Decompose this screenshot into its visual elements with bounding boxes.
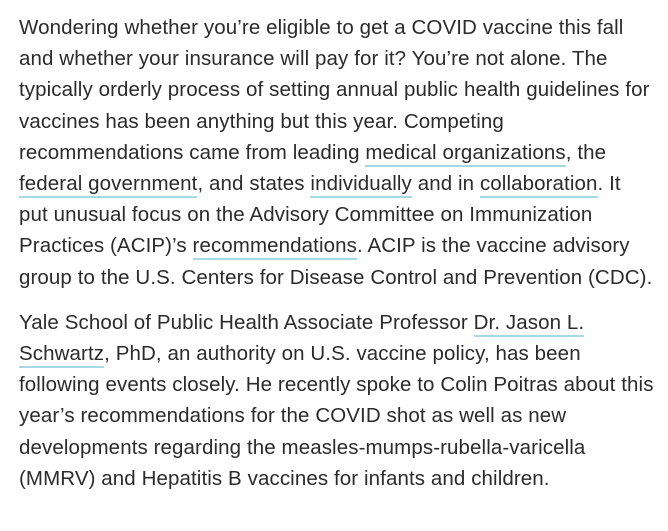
text-segment: Yale School of Public Health Associate Professor [19,310,474,334]
link-recommendations[interactable]: recommendations [193,234,357,260]
paragraph-expert [19,307,658,494]
link-jason-schwartz[interactable]: Dr. Jason L. [474,311,585,337]
text-segment: and in [411,172,480,196]
text-line: year’s recommendations for the COVID shot as well as new [19,404,567,428]
text-segment: recommendations came from leading [19,140,366,164]
link-collaboration[interactable]: collaboration [480,172,598,198]
text-segment: . It [597,172,621,196]
text-line: and whether your insurance will pay for it? You’re not alone. The [19,47,608,71]
text-segment: Practices (ACIP)’s [19,234,193,258]
text-line: developments regarding the measles-mumps-rubella-varicella [19,435,586,459]
text-line: group to the U.S. Centers for Disease Control and Prevention (CDC). [19,265,653,289]
text-line: put unusual focus on the Advisory Committee on Immunization [19,203,593,227]
link-medical-organizations[interactable]: medical organizations [365,141,565,167]
text-segment: , the [565,140,607,164]
text-line [19,168,658,199]
text-line [19,137,658,168]
paragraph-intro [19,12,658,293]
text-segment: , and states [197,172,311,196]
text-line [19,230,658,261]
text-line [19,307,658,338]
text-segment: . ACIP is the vaccine advisory [356,234,630,258]
text-line: following events closely. He recently spoke to Colin Poitras about this [19,373,654,397]
text-line: vaccines has been anything but this year. Competing [19,109,504,133]
text-line: (MMRV) and Hepatitis B vaccines for infants and children. [19,466,550,490]
text-line: Wondering whether you’re eligible to get a COVID vaccine this fall [19,16,624,39]
text-segment: , PhD, an authority on U.S. vaccine policy, has been [104,342,581,366]
text-line: typically orderly process of setting annual public health guidelines for [19,78,650,102]
link-federal-government[interactable]: federal government [19,172,197,198]
text-line [19,338,658,369]
link-jason-schwartz-continued[interactable]: Schwartz [19,342,104,368]
link-individually[interactable]: individually [310,172,411,198]
